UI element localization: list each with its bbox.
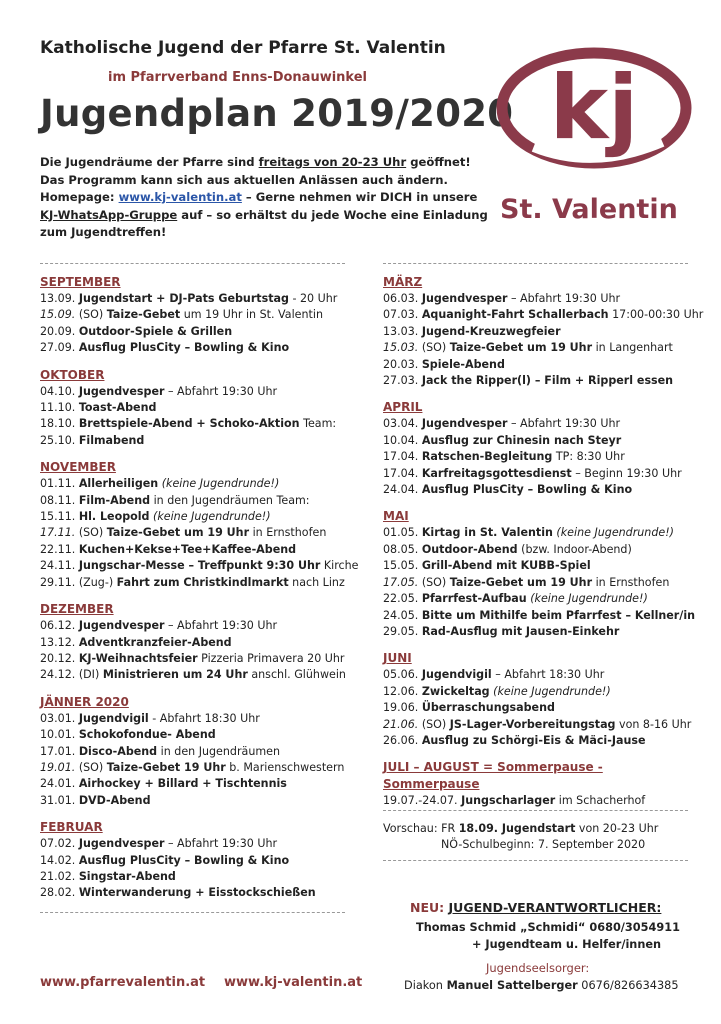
event-row bbox=[383, 324, 688, 340]
event-date: 01.05. bbox=[383, 526, 422, 540]
event-title: Jugendvesper bbox=[78, 619, 165, 633]
footer-link-kj[interactable]: www.kj-valentin.at bbox=[224, 975, 363, 990]
diakon-title: Diakon bbox=[404, 979, 447, 992]
logo-town: St. Valentin bbox=[500, 194, 678, 225]
event-row bbox=[383, 357, 688, 373]
month-title: FEBRUAR bbox=[40, 820, 103, 835]
event-title: Jugendstart + DJ-Pats Geburtstag bbox=[78, 292, 289, 305]
section-divider bbox=[383, 810, 688, 811]
event-date: 17.04. bbox=[383, 450, 422, 464]
month-section bbox=[40, 367, 345, 450]
event-row bbox=[383, 624, 688, 640]
event-title: Bitte um Mithilfe beim Pfarrfest – Kellner/in bbox=[421, 608, 696, 622]
event-row bbox=[383, 700, 688, 716]
month-section bbox=[383, 508, 696, 640]
event-row bbox=[40, 416, 345, 432]
event-row bbox=[383, 558, 688, 574]
header-subtitle: im Pfarrverband Enns-Donauwinkel bbox=[108, 70, 367, 85]
event-row bbox=[383, 575, 688, 591]
event-detail: im Schacherhof bbox=[555, 794, 646, 808]
event-detail: Kirche bbox=[320, 559, 359, 573]
event-title: Taize-Gebet um 19 Uhr bbox=[449, 341, 593, 355]
event-note: (keine Jugendrunde!) bbox=[149, 510, 271, 524]
event-title: Singstar-Abend bbox=[78, 869, 176, 883]
event-title: Jugendvigil bbox=[421, 668, 492, 682]
event-prefix: (SO) bbox=[421, 341, 450, 355]
event-detail: in Ernsthofen bbox=[592, 575, 670, 589]
event-detail: - 20 Uhr bbox=[288, 292, 338, 305]
responsible-label: JUGEND-VERANTWORTLICHER: bbox=[448, 900, 662, 915]
event-date: 08.11. bbox=[40, 493, 79, 507]
event-date: 21.06. bbox=[383, 717, 422, 731]
section-divider bbox=[40, 263, 345, 264]
event-date: 24.01. bbox=[40, 777, 79, 791]
event-title: Outdoor-Spiele & Grillen bbox=[78, 324, 233, 338]
event-row bbox=[383, 591, 688, 607]
event-row bbox=[40, 291, 345, 307]
event-prefix: (SO) bbox=[78, 308, 107, 322]
month-section bbox=[40, 819, 345, 902]
event-date: 03.01. bbox=[40, 711, 79, 725]
event-date: 24.11. bbox=[40, 559, 79, 573]
section-divider bbox=[40, 912, 345, 913]
event-row bbox=[383, 667, 688, 683]
event-row bbox=[383, 373, 688, 389]
event-detail: Team: bbox=[299, 417, 337, 431]
diakon-phone: 0676/826634385 bbox=[577, 979, 679, 992]
event-prefix: (SO) bbox=[421, 717, 450, 731]
event-title: Jugendvesper bbox=[78, 837, 165, 851]
event-title: Ausflug zu Schörgi-Eis & Mäci-Jause bbox=[421, 733, 646, 747]
month-title: APRIL bbox=[383, 400, 423, 415]
month-title: JUNI bbox=[383, 651, 412, 666]
event-row bbox=[40, 635, 345, 651]
event-row bbox=[383, 449, 688, 465]
event-row bbox=[383, 793, 688, 809]
event-title: Hl. Leopold bbox=[78, 510, 150, 524]
event-detail: (bzw. Indoor-Abend) bbox=[517, 542, 632, 556]
month-title: OKTOBER bbox=[40, 367, 105, 382]
event-detail: anschl. Glühwein bbox=[247, 668, 346, 682]
diakon-contact bbox=[404, 979, 679, 992]
event-detail: um 19 Uhr in St. Valentin bbox=[180, 308, 323, 322]
event-date: 01.11. bbox=[40, 477, 79, 491]
event-title: Spiele-Abend bbox=[421, 357, 505, 371]
month-section bbox=[40, 459, 359, 591]
event-detail: – Abfahrt 19:30 Uhr bbox=[164, 837, 278, 851]
event-title: DVD-Abend bbox=[78, 793, 151, 807]
event-date: 10.04. bbox=[383, 433, 422, 447]
event-detail: – Beginn 19:30 Uhr bbox=[571, 466, 682, 480]
event-row bbox=[40, 727, 345, 743]
event-row bbox=[40, 324, 345, 340]
event-row bbox=[40, 542, 345, 558]
event-title: Taize-Gebet um 19 Uhr bbox=[449, 575, 593, 589]
event-title: Ministrieren um 24 Uhr bbox=[102, 668, 248, 682]
event-detail: in den Jugendräumen bbox=[157, 744, 281, 758]
event-date: 25.10. bbox=[40, 433, 79, 447]
event-row bbox=[383, 608, 696, 624]
event-prefix: (Zug-) bbox=[78, 575, 117, 589]
event-row bbox=[40, 384, 345, 400]
event-row bbox=[40, 340, 345, 356]
event-row bbox=[40, 853, 345, 869]
right-column bbox=[383, 263, 704, 871]
event-title: Zwickeltag bbox=[421, 684, 490, 698]
event-date: 27.09. bbox=[40, 341, 79, 355]
event-prefix: (SO) bbox=[78, 760, 107, 774]
footer-link-pfarre[interactable]: www.pfarrevalentin.at bbox=[40, 975, 206, 990]
summer-title: JULI – AUGUST = Sommerpause - Sommerpause bbox=[383, 760, 603, 792]
intro-part: – Gerne nehmen wir DICH in unsere bbox=[241, 190, 478, 204]
event-title: Jack the Ripper(l) – Film + Ripperl essen bbox=[421, 374, 674, 388]
intro-part: Die Jugendräume der Pfarre sind bbox=[40, 155, 259, 169]
event-date: 10.01. bbox=[40, 728, 79, 742]
logo-letters: kj bbox=[549, 56, 639, 159]
event-row bbox=[40, 760, 345, 776]
event-title: Film-Abend bbox=[78, 493, 151, 507]
event-date: 06.12. bbox=[40, 619, 79, 633]
event-row bbox=[383, 482, 688, 498]
event-date: 15.03. bbox=[383, 341, 422, 355]
event-detail: – Abfahrt 19:30 Uhr bbox=[507, 417, 621, 431]
left-column bbox=[40, 263, 359, 923]
event-row bbox=[40, 493, 345, 509]
intro-part: geöffnet! Das Programm kann sich aus aktuellen Anlässen auch ändern. Homepage: bbox=[40, 155, 471, 204]
event-row bbox=[383, 733, 688, 749]
month-title: DEZEMBER bbox=[40, 602, 114, 617]
event-title: Überraschungsabend bbox=[421, 701, 555, 715]
diakon-name: Manuel Sattelberger bbox=[446, 979, 578, 992]
intro-part: auf – so erhältst du jede Woche eine Einladung zum Jugendtreffen! bbox=[40, 207, 488, 239]
event-row bbox=[40, 433, 345, 449]
event-title: Airhockey + Billard + Tischtennis bbox=[78, 777, 287, 791]
event-row bbox=[383, 307, 704, 323]
event-row bbox=[383, 684, 688, 700]
event-row bbox=[40, 651, 345, 667]
plan-title: Jugendplan 2019/2020 bbox=[40, 92, 514, 135]
event-row bbox=[40, 836, 345, 852]
event-date: 13.12. bbox=[40, 635, 79, 649]
event-date: 17.05. bbox=[383, 575, 422, 589]
event-date: 24.04. bbox=[383, 483, 422, 497]
event-title: Jugendvesper bbox=[421, 292, 508, 305]
event-date: 03.04. bbox=[383, 417, 422, 431]
event-date: 14.02. bbox=[40, 853, 79, 867]
event-date: 06.03. bbox=[383, 292, 422, 305]
new-responsible-heading bbox=[410, 900, 661, 915]
event-date: 20.03. bbox=[383, 357, 422, 371]
intro-text bbox=[40, 154, 488, 242]
header-title: Katholische Jugend der Pfarre St. Valentin bbox=[40, 38, 446, 58]
event-detail: – Abfahrt 18:30 Uhr bbox=[491, 668, 605, 682]
month-section bbox=[383, 650, 692, 749]
event-date: 17.01. bbox=[40, 744, 79, 758]
month-section bbox=[383, 274, 704, 389]
event-detail: b. Marienschwestern bbox=[225, 760, 345, 774]
event-row bbox=[383, 717, 692, 733]
event-title: Outdoor-Abend bbox=[421, 542, 518, 556]
event-row bbox=[40, 618, 345, 634]
vorschau-event: 18.09. Jugendstart bbox=[458, 821, 576, 835]
event-title: Ratschen-Begleitung bbox=[421, 450, 553, 464]
event-title: Schokofondue- Abend bbox=[78, 728, 216, 742]
event-title: Jungscharlager bbox=[461, 794, 556, 808]
event-row bbox=[40, 667, 345, 683]
event-date: 17.04. bbox=[383, 466, 422, 480]
event-detail: in Langenhart bbox=[592, 341, 673, 355]
event-date: 20.09. bbox=[40, 324, 79, 338]
event-title: KJ-Weihnachtsfeier bbox=[78, 651, 198, 665]
month-section bbox=[383, 399, 688, 498]
event-row bbox=[40, 711, 345, 727]
event-row bbox=[383, 433, 688, 449]
event-row bbox=[383, 525, 688, 541]
event-date: 13.09. bbox=[40, 292, 79, 305]
event-date: 19.01. bbox=[40, 760, 79, 774]
event-date: 24.05. bbox=[383, 608, 422, 622]
event-row bbox=[383, 466, 688, 482]
event-date: 12.06. bbox=[383, 684, 422, 698]
event-row bbox=[40, 509, 345, 525]
event-date: 27.03. bbox=[383, 374, 422, 388]
event-title: Jugendvigil bbox=[78, 711, 149, 725]
homepage-link[interactable]: www.kj-valentin.at bbox=[118, 190, 242, 204]
kj-logo-icon bbox=[494, 46, 694, 176]
event-row bbox=[40, 869, 345, 885]
event-title: Ausflug PlusCity – Bowling & Kino bbox=[421, 483, 633, 497]
event-date: 07.02. bbox=[40, 837, 79, 851]
contact-person: Thomas Schmid „Schmidi“ 0680/3054911 bbox=[416, 921, 680, 934]
event-detail: TP: 8:30 Uhr bbox=[552, 450, 625, 464]
event-title: Karfreitagsgottesdienst bbox=[421, 466, 572, 480]
event-prefix: (SO) bbox=[421, 575, 450, 589]
event-prefix: (DI) bbox=[78, 668, 103, 682]
event-date: 20.12. bbox=[40, 651, 79, 665]
event-title: Fahrt zum Christkindlmarkt bbox=[116, 575, 289, 589]
contact-team: + Jugendteam u. Helfer/innen bbox=[472, 938, 662, 951]
event-title: JS-Lager-Vorbereitungstag bbox=[449, 717, 616, 731]
event-title: Filmabend bbox=[78, 433, 145, 447]
month-title: MÄRZ bbox=[383, 275, 423, 289]
event-title: Taize-Gebet bbox=[106, 308, 181, 322]
event-date: 29.05. bbox=[383, 624, 422, 638]
event-title: Taize-Gebet 19 Uhr bbox=[106, 760, 226, 774]
event-detail: – Abfahrt 19:30 Uhr bbox=[164, 384, 278, 398]
month-title: JÄNNER 2020 bbox=[40, 694, 129, 709]
event-date: 19.06. bbox=[383, 701, 422, 715]
month-section bbox=[40, 601, 345, 684]
event-date: 19.07.-24.07. bbox=[383, 794, 462, 808]
event-row bbox=[40, 885, 345, 901]
event-date: 15.09. bbox=[40, 308, 79, 322]
event-title: Ausflug PlusCity – Bowling & Kino bbox=[78, 853, 290, 867]
event-date: 22.11. bbox=[40, 542, 79, 556]
event-title: Jugendvesper bbox=[78, 384, 165, 398]
event-title: Pfarrfest-Aufbau bbox=[421, 592, 527, 606]
vorschau-label: Vorschau: FR bbox=[383, 821, 459, 835]
event-date: 24.12. bbox=[40, 668, 79, 682]
event-row bbox=[40, 525, 345, 541]
event-title: Kirtag in St. Valentin bbox=[421, 526, 553, 540]
event-date: 29.11. bbox=[40, 575, 79, 589]
section-divider bbox=[383, 263, 688, 264]
event-detail: Pizzeria Primavera 20 Uhr bbox=[197, 651, 345, 665]
event-date: 22.05. bbox=[383, 592, 422, 606]
event-date: 05.06. bbox=[383, 668, 422, 682]
event-title: Jungschar-Messe – Treffpunkt 9:30 Uhr bbox=[78, 559, 321, 573]
month-section bbox=[40, 274, 345, 357]
event-title: Adventkranzfeier-Abend bbox=[78, 635, 232, 649]
vorschau-time: von 20-23 Uhr bbox=[575, 821, 659, 835]
event-title: Jugend-Kreuzwegfeier bbox=[421, 324, 561, 338]
event-row bbox=[40, 558, 359, 574]
event-title: Kuchen+Kekse+Tee+Kaffee-Abend bbox=[78, 542, 297, 556]
event-date: 17.11. bbox=[40, 526, 79, 540]
event-title: Jugendvesper bbox=[421, 417, 508, 431]
event-detail: in Ernsthofen bbox=[249, 526, 327, 540]
event-date: 26.06. bbox=[383, 733, 422, 747]
event-row bbox=[40, 793, 345, 809]
event-detail: von 8-16 Uhr bbox=[615, 717, 692, 731]
event-note: (keine Jugendrunde!) bbox=[158, 477, 280, 491]
event-title: Winterwanderung + Eisstockschießen bbox=[78, 886, 316, 900]
event-date: 21.02. bbox=[40, 869, 79, 883]
event-note: (keine Jugendrunde!) bbox=[552, 526, 674, 540]
event-date: 07.03. bbox=[383, 308, 422, 322]
event-title: Grill-Abend mit KUBB-Spiel bbox=[421, 559, 591, 573]
vorschau bbox=[383, 821, 688, 837]
event-title: Toast-Abend bbox=[78, 401, 157, 415]
event-date: 18.10. bbox=[40, 417, 79, 431]
event-note: (keine Jugendrunde!) bbox=[489, 684, 611, 698]
event-row bbox=[383, 542, 688, 558]
event-row bbox=[383, 416, 688, 432]
event-row bbox=[40, 400, 345, 416]
event-date: 15.11. bbox=[40, 510, 79, 524]
event-date: 11.10. bbox=[40, 401, 79, 415]
event-row bbox=[40, 307, 345, 323]
event-date: 28.02. bbox=[40, 886, 79, 900]
event-detail: – Abfahrt 19:30 Uhr bbox=[164, 619, 278, 633]
event-row bbox=[40, 476, 345, 492]
school-start: NÖ-Schulbeginn: 7. September 2020 bbox=[441, 838, 646, 852]
month-title: MAI bbox=[383, 509, 409, 524]
event-note: (keine Jugendrunde!) bbox=[526, 592, 648, 606]
month-title: NOVEMBER bbox=[40, 460, 116, 475]
event-detail: 17:00-00:30 Uhr bbox=[608, 308, 704, 322]
event-title: Rad-Ausflug mit Jausen-Einkehr bbox=[421, 624, 620, 638]
event-row bbox=[383, 340, 688, 356]
month-title: SEPTEMBER bbox=[40, 275, 121, 289]
whatsapp-group: KJ-WhatsApp-Gruppe bbox=[40, 207, 178, 222]
event-row bbox=[40, 776, 345, 792]
event-title: Ausflug PlusCity – Bowling & Kino bbox=[78, 341, 290, 355]
event-date: 15.05. bbox=[383, 559, 422, 573]
event-row bbox=[40, 744, 345, 760]
event-date: 04.10. bbox=[40, 384, 79, 398]
event-date: 31.01. bbox=[40, 793, 79, 807]
event-date: 13.03. bbox=[383, 324, 422, 338]
event-detail: in den Jugendräumen Team: bbox=[150, 493, 310, 507]
event-row bbox=[40, 575, 345, 591]
section-divider bbox=[383, 860, 688, 861]
event-prefix: (SO) bbox=[78, 526, 107, 540]
month-section bbox=[40, 694, 345, 809]
event-row bbox=[383, 291, 688, 307]
new-label: NEU: bbox=[410, 900, 449, 915]
event-detail: - Abfahrt 18:30 Uhr bbox=[148, 711, 260, 725]
intro-opening-hours: freitags von 20-23 Uhr bbox=[258, 155, 407, 169]
event-title: Taize-Gebet um 19 Uhr bbox=[106, 526, 250, 540]
event-title: Ausflug zur Chinesin nach Steyr bbox=[421, 433, 622, 447]
event-title: Disco-Abend bbox=[78, 744, 158, 758]
event-title: Allerheiligen bbox=[78, 477, 159, 491]
event-title: Aquanight-Fahrt Schallerbach bbox=[421, 308, 609, 322]
event-title: Brettspiele-Abend + Schoko-Aktion bbox=[78, 417, 300, 431]
event-detail: nach Linz bbox=[288, 575, 345, 589]
event-date: 08.05. bbox=[383, 542, 422, 556]
event-detail: – Abfahrt 19:30 Uhr bbox=[507, 292, 621, 305]
seelsorger-label: Jugendseelsorger: bbox=[486, 961, 590, 975]
